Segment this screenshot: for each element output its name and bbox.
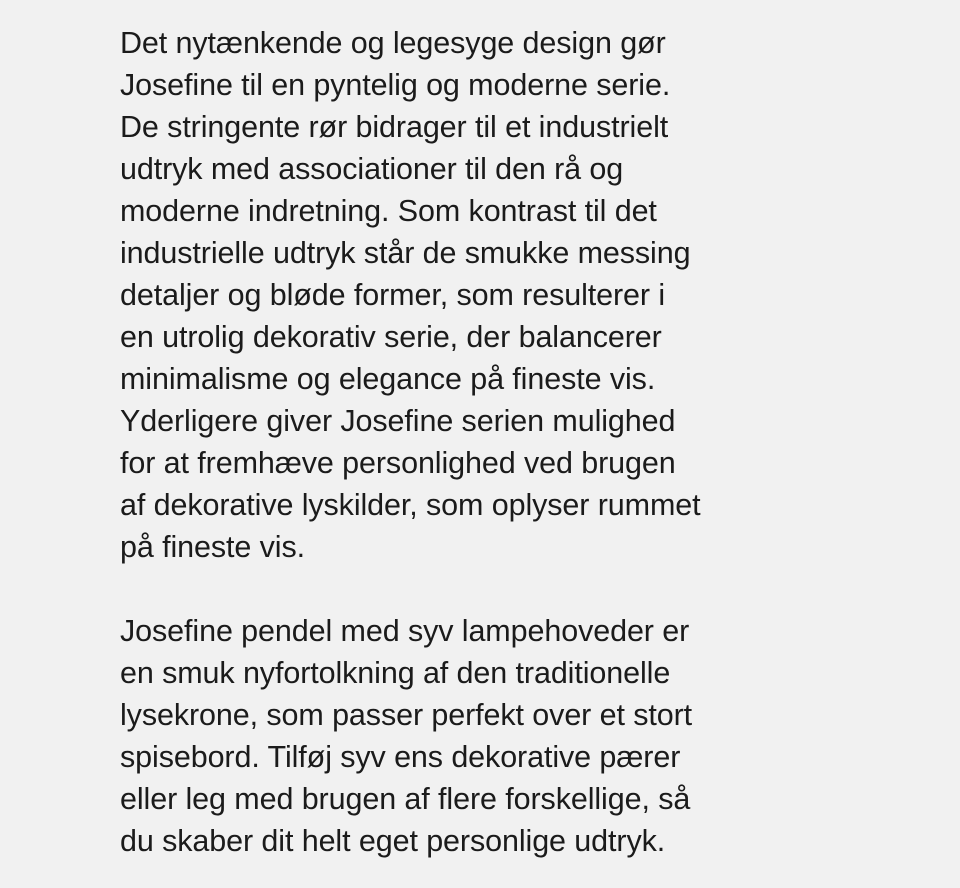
paragraph-line: minimalisme og elegance på fineste vis. xyxy=(120,362,656,396)
description-paragraph-pendel xyxy=(120,610,840,862)
paragraph-line: lysekrone, som passer perfekt over et stort xyxy=(120,698,693,732)
paragraph-line: du skaber dit helt eget personlige udtryk. xyxy=(120,824,666,858)
paragraph-line: Josefine til en pyntelig og moderne serie. xyxy=(120,68,671,102)
paragraph-line: spisebord. Tilføj syv ens dekorative pærer xyxy=(120,740,681,774)
paragraph-line: detaljer og bløde former, som resulterer i xyxy=(120,278,666,312)
paragraph-line: en smuk nyfortolkning af den traditionelle xyxy=(120,656,671,690)
paragraph-line: udtryk med associationer til den rå og xyxy=(120,152,624,186)
paragraph-line: Yderligere giver Josefine serien mulighed xyxy=(120,404,676,438)
paragraph-line: industrielle udtryk står de smukke messing xyxy=(120,236,691,270)
paragraph-line: af dekorative lyskilder, som oplyser rummet xyxy=(120,488,701,522)
paragraph-line: en utrolig dekorativ serie, der balancerer xyxy=(120,320,662,354)
paragraph-line: for at fremhæve personlighed ved brugen xyxy=(120,446,676,480)
paragraph-line: Josefine pendel med syv lampehoveder er xyxy=(120,614,690,648)
paragraph-line: moderne indretning. Som kontrast til det xyxy=(120,194,657,228)
paragraph-line: eller leg med brugen af flere forskellige, så xyxy=(120,782,691,816)
description-paragraph-design xyxy=(120,22,840,568)
paragraph-line: De stringente rør bidrager til et industrielt xyxy=(120,110,669,144)
paragraph-line: på fineste vis. xyxy=(120,530,305,564)
paragraph-line: Det nytænkende og legesyge design gør xyxy=(120,26,666,60)
